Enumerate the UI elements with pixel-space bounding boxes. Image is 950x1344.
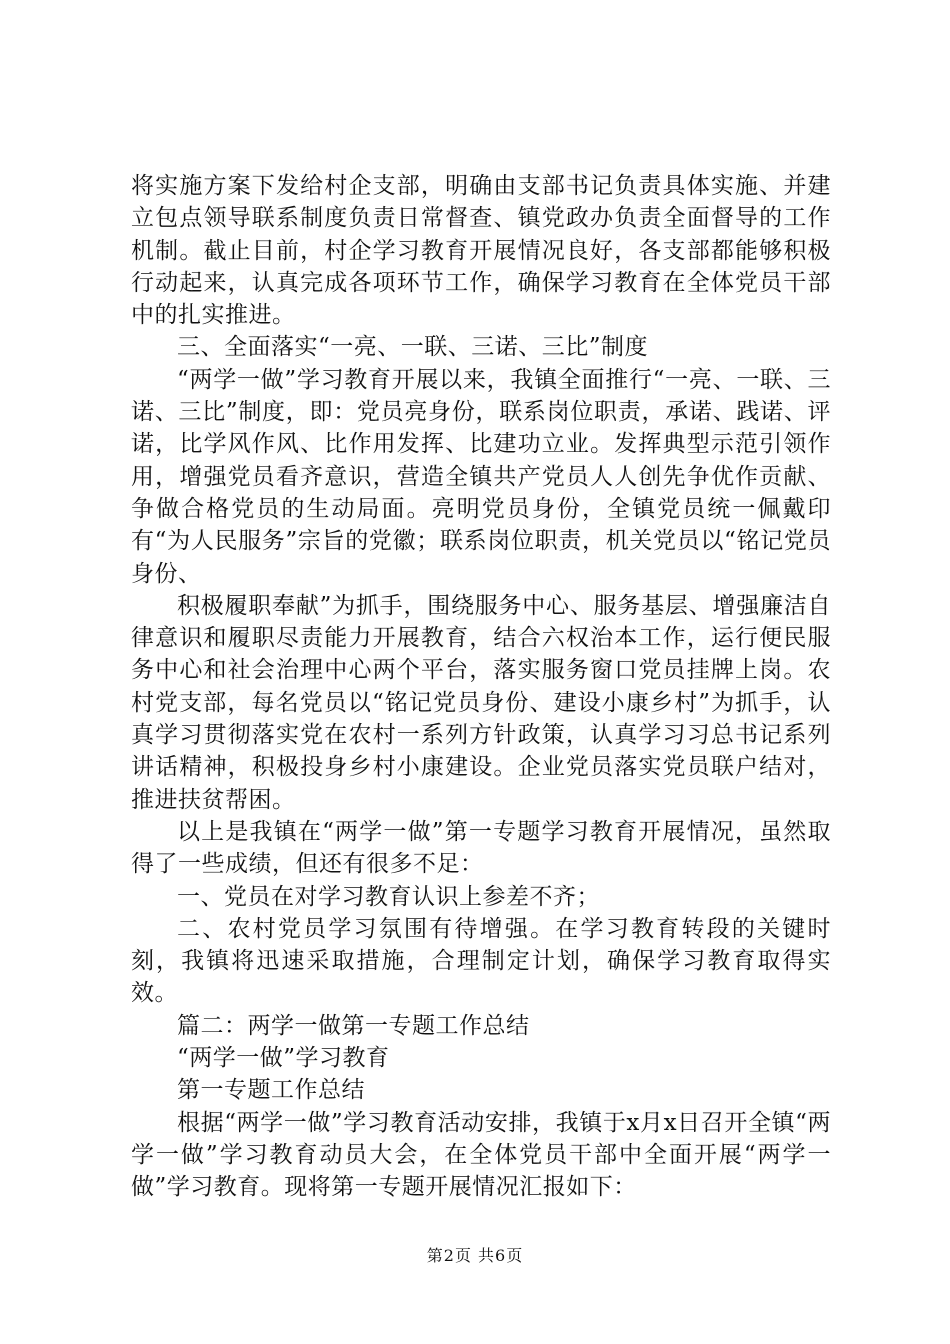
paragraph-5: 根据“两学一做”学习教育活动安排，我镇于x月x日召开全镇“两学一做”学习教育动员大会，在全体党员干部中全面开展“两学一做”学习教育。现将第一专题开展情况汇报如下： [131, 1109, 831, 1201]
paragraph-2: “两学一做”学习教育开展以来，我镇全面推行“一亮、一联、三诺、三比”制度，即：党员亮身份，联系岗位职责，承诺、践诺、评诺，比学风作风、比作用发挥、比建功立业。发挥典型示范引领作用，增强党员看齐意识，营造全镇共产党员人人创先争优作贡献、争做合格党员的生动局面。亮明党员身份，全镇党员统一佩戴印有“为人民服务”宗旨的党徽；联系岗位职责，机关党员以“铭记党员身份、 [131, 366, 831, 587]
paragraph-1: 将实施方案下发给村企支部，明确由支部书记负责具体实施、并建立包点领导联系制度负责日常督查、镇党政办负责全面督导的工作机制。截止目前，村企学习教育开展情况良好，各支部都能够积极行动起来，认真完成各项环节工作，确保学习教育在全体党员干部中的扎实推进。 [131, 173, 831, 329]
paragraph-3: 积极履职奉献”为抓手，围绕服务中心、服务基层、增强廉洁自律意识和履职尽责能力开展教育，结合六权治本工作，运行便民服务中心和社会治理中心两个平台，落实服务窗口党员挂牌上岗。农村党支部，每名党员以“铭记党员身份、建设小康乡村”为抓手，认真学习贯彻落实党在农村一系列方针政策，认真学习习总书记系列讲话精神，积极投身乡村小康建设。企业党员落实党员联户结对，推进扶贫帮困。 [131, 592, 831, 813]
article-two-subtitle-2: 第一专题工作总结 [177, 1077, 365, 1104]
document-body [131, 170, 831, 1204]
paragraph-4: 以上是我镇在“两学一做”第一专题学习教育开展情况，虽然取得了一些成绩，但还有很多不足： [131, 818, 831, 878]
shortcoming-item-1: 一、党员在对学习教育认识上参差不齐； [177, 883, 600, 910]
shortcoming-item-2: 二、农村党员学习氛围有待增强。在学习教育转段的关键时刻，我镇将迅速采取措施，合理制定计划，确保学习教育取得实效。 [131, 915, 831, 1007]
page-number-footer: 第2页 共6页 [426, 1246, 524, 1265]
article-two-title: 篇二：两学一做第一专题工作总结 [177, 1012, 530, 1039]
article-two-subtitle-1: “两学一做”学习教育 [177, 1045, 390, 1072]
section-heading-three: 三、全面落实“一亮、一联、三诺、三比”制度 [177, 334, 649, 361]
